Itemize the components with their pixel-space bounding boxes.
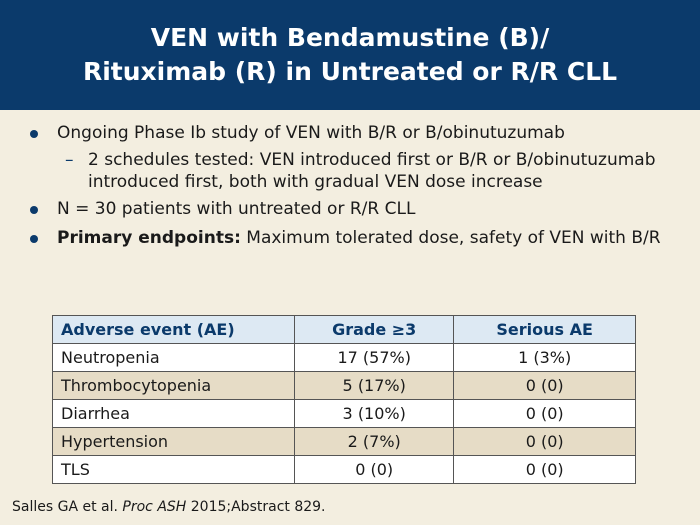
bullet-item-endpoints [0, 227, 700, 250]
table-cell: Neutropenia [53, 344, 295, 372]
bullet-dot-icon [30, 206, 38, 214]
bullet-item-patients [0, 198, 700, 221]
table-cell: Hypertension [53, 428, 295, 456]
slide-title-line-1: VEN with Bendamustine (B)/ [150, 23, 550, 52]
citation-rest: 2015;Abstract 829. [186, 499, 326, 515]
table-row [53, 456, 636, 484]
table-cell: 0 (0) [454, 400, 636, 428]
slide-header [0, 0, 700, 110]
sub-bullet-text: 2 schedules tested: VEN introduced first or B/R or B/obinutuzumab introduced first, both with gradual VEN dose increase [88, 150, 656, 192]
table-cell: 0 (0) [295, 456, 454, 484]
sub-bullet-schedules [0, 149, 700, 193]
table-cell: 3 (10%) [295, 400, 454, 428]
citation [12, 499, 326, 515]
adverse-event-table [52, 315, 636, 484]
table-row [53, 400, 636, 428]
table-cell: 2 (7%) [295, 428, 454, 456]
table-cell: Thrombocytopenia [53, 372, 295, 400]
bullet-text: Ongoing Phase Ib study of VEN with B/R or B/obinutuzumab [57, 123, 565, 143]
bullet-bold-label: Primary endpoints: [57, 228, 241, 248]
table-cell: 17 (57%) [295, 344, 454, 372]
bullet-text: Maximum tolerated dose, safety of VEN with B/R [240, 228, 661, 248]
table-header-cell: Adverse event (AE) [53, 316, 295, 344]
table-cell: 0 (0) [454, 372, 636, 400]
table-header-cell: Serious AE [454, 316, 636, 344]
dash-icon: – [65, 150, 74, 170]
citation-authors: Salles GA et al. [12, 499, 123, 515]
bullet-text: N = 30 patients with untreated or R/R CLL [57, 199, 416, 219]
bullet-item-study [0, 122, 700, 145]
table-header-row [53, 316, 636, 344]
table-cell: 5 (17%) [295, 372, 454, 400]
table-cell: 1 (3%) [454, 344, 636, 372]
bullet-list [0, 122, 700, 256]
slide-title-line-2: Rituximab (R) in Untreated or R/R CLL [82, 57, 618, 86]
table-cell: Diarrhea [53, 400, 295, 428]
bullet-dot-icon [30, 235, 38, 243]
table-cell: 0 (0) [454, 428, 636, 456]
table-cell: 0 (0) [454, 456, 636, 484]
citation-journal: Proc ASH [122, 499, 187, 515]
table-cell: TLS [53, 456, 295, 484]
table-row [53, 372, 636, 400]
bullet-dot-icon [30, 130, 38, 138]
table-row [53, 428, 636, 456]
table-header-cell: Grade ≥3 [295, 316, 454, 344]
table-row [53, 344, 636, 372]
